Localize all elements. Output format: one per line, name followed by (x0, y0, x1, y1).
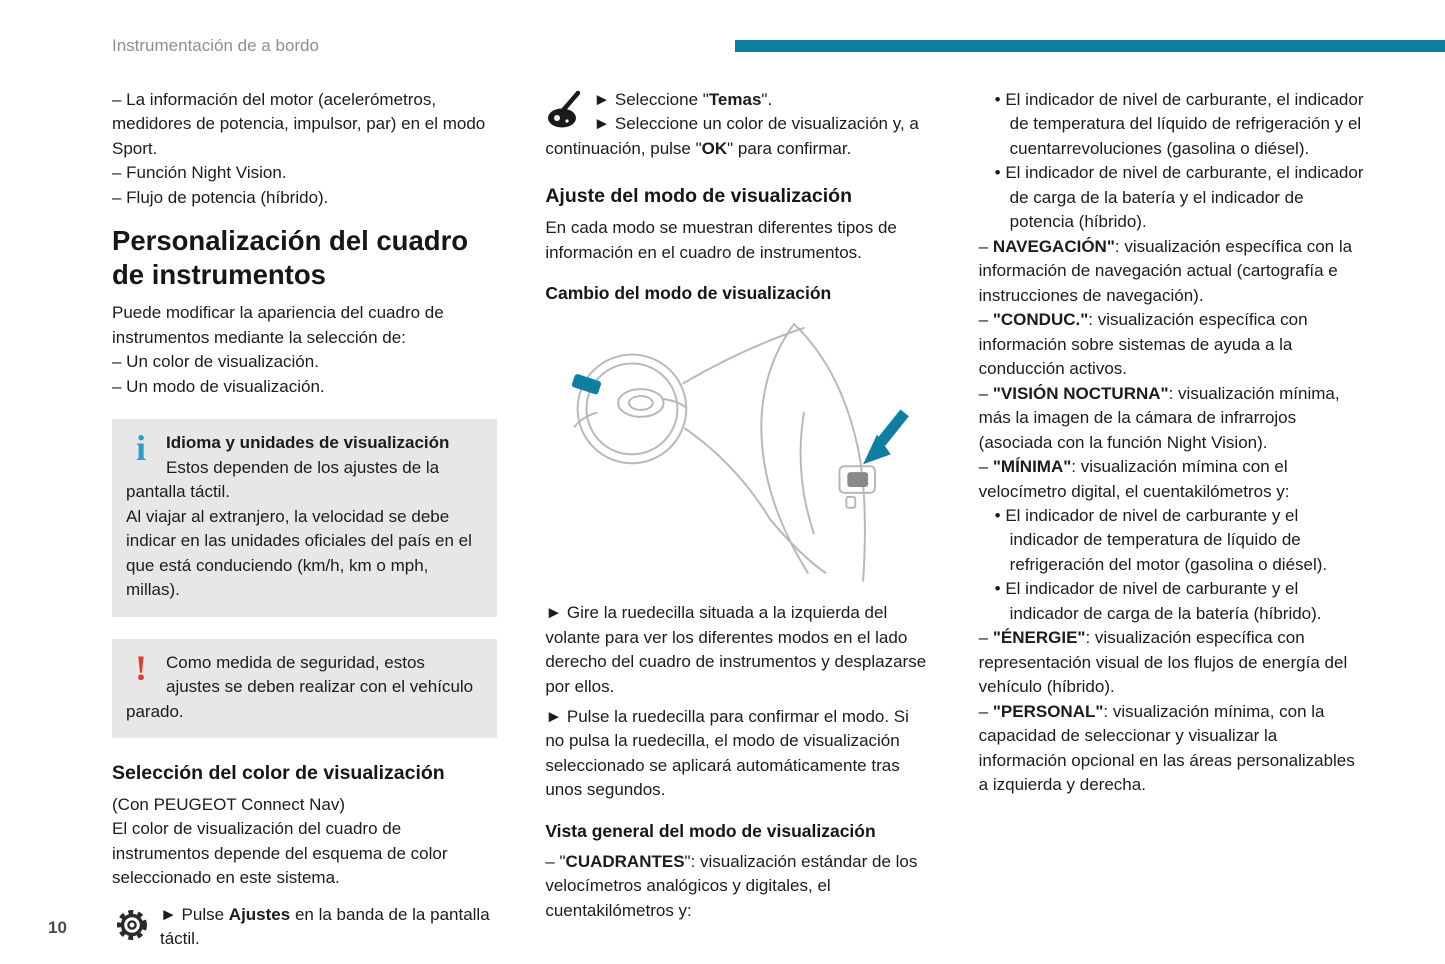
bullet-item: • El indicador de nivel de carburante y el indicador de carga de la batería (híbrido). (994, 579, 1322, 623)
sub-subsection-heading: Cambio del modo de visualización (545, 283, 832, 304)
mode-item: – "CUADRANTES": visualización estándar de los velocímetros analógicos y digitales, el cuentakilómetros y: (545, 851, 918, 920)
body-text: En cada modo se muestran diferentes tipos de información en el cuadro de instrumentos. (545, 218, 897, 262)
info-box-text: Al viajar al extranjero, la velocidad se debe indicar en las unidades oficiales del país en el que está conduciendo (km/h, km o mph, millas). (126, 506, 472, 600)
step-text: ► Pulse Ajustes en la banda de la pantalla táctil. (160, 904, 490, 949)
list-item: – Un modo de visualización. (112, 376, 325, 396)
accent-bar (735, 40, 1445, 52)
body-text: El color de visualización del cuadro de instrumentos depende del esquema de color seleccionado en este sistema. (112, 819, 448, 888)
mode-item: – "VISIÓN NOCTURNA": visualización mínima, más la imagen de la cámara de infrarrojos (asociada con la función Night Vision). (978, 383, 1340, 452)
list-item: – Un color de visualización. (112, 352, 319, 372)
mode-item: – "CONDUC.": visualización específica con información sobre sistemas de ayuda a la conducción activos. (978, 310, 1308, 379)
section-title: Personalización del cuadro de instrumentos (112, 225, 469, 290)
info-box (112, 419, 497, 616)
mode-item: – "ÉNERGIE": visualización específica con representación visual de los flujos de energía del vehículo (híbrido). (978, 628, 1348, 697)
list-item: – Flujo de potencia (híbrido). (112, 187, 329, 207)
body-text: ► Pulse la ruedecilla para confirmar el modo. Si no pulsa la ruedecilla, el modo de visualización seleccionado se aplicará automáticamente tras unos segundos. (545, 706, 909, 800)
list-item: – La información del motor (acelerómetros, medidores de potencia, impulsor, par) en el modo Sport. (112, 90, 486, 158)
instruction-step (112, 903, 497, 952)
mode-item: – "MÍNIMA": visualización mímina con el velocímetro digital, el cuentakilómetros y: (978, 457, 1290, 501)
info-box-title: Idioma y unidades de visualización (166, 433, 450, 453)
steering-wheel-illustration (545, 318, 930, 585)
step-text: ► Seleccione "Temas". (593, 90, 773, 109)
subsection-heading: Ajuste del modo de visualización (545, 185, 852, 208)
info-box-text: Estos dependen de los ajustes de la pantalla táctil. (126, 457, 440, 502)
body-text: ► Gire la ruedecilla situada a la izquierda del volante para ver los diferentes modos en el lado derecho del cuadro de instrumentos y desplazarse por ellos. (545, 603, 927, 696)
column-middle (545, 88, 930, 952)
bullet-item: • El indicador de nivel de carburante, el indicador de temperatura del líquido de refrigeración y el cuentarrevoluciones (gasolina o diésel). (994, 90, 1364, 158)
subsection-heading: Selección del color de visualización (112, 762, 445, 784)
warning-box (112, 639, 497, 738)
sub-subsection-heading: Vista general del modo de visualización (545, 820, 876, 841)
palette-icon (545, 90, 585, 130)
page-number: 10 (48, 918, 67, 937)
list-item: – Función Night Vision. (112, 163, 287, 183)
instruction-step (545, 88, 930, 161)
bullet-item: • El indicador de nivel de carburante y el indicador de temperatura de líquido de refrigeración del motor (gasolina o diésel). (994, 505, 1328, 574)
column-right (979, 88, 1364, 952)
body-text: (Con PEUGEOT Connect Nav) (112, 795, 346, 814)
page-header: Instrumentación de a bordo (112, 36, 319, 55)
warning-icon: ! (135, 647, 147, 688)
bullet-item: • El indicador de nivel de carburante, el indicador de carga de la batería y el indicador de potencia (híbrido). (994, 163, 1364, 232)
mode-item: – NAVEGACIÓN": visualización específica con la información de navegación actual (cartografía e instrucciones de navegación). (978, 236, 1353, 305)
step-text: ► Seleccione un color de visualización y, a continuación, pulse "OK" para confirmar. (545, 114, 919, 158)
mode-item: – "PERSONAL": visualización mínima, con la capacidad de seleccionar y visualizar la información opcional en las áreas personalizables a izquierda y derecha. (978, 701, 1355, 795)
body-text: Puede modificar la apariencia del cuadro de instrumentos mediante la selección de: (112, 303, 444, 347)
page-content (112, 88, 1364, 952)
column-left (112, 88, 497, 952)
info-icon: i (135, 428, 146, 469)
gear-icon (112, 905, 152, 945)
warning-box-text: Como medida de seguridad, estos ajustes se deben realizar con el vehículo parado. (126, 652, 474, 721)
